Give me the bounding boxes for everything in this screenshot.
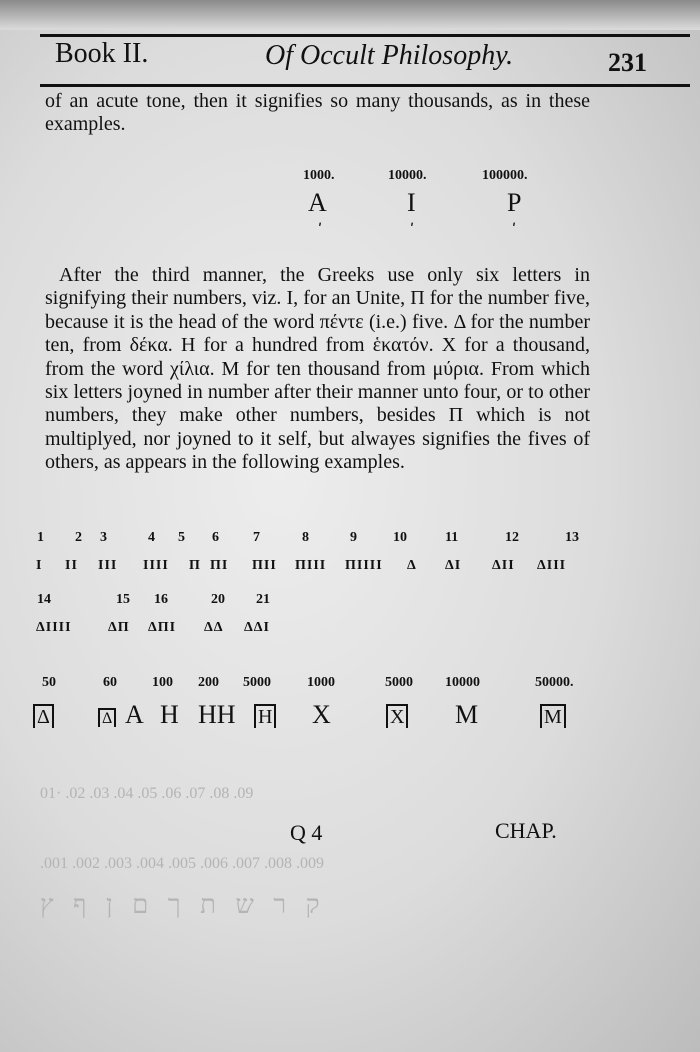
example3-letter: Δ [33, 700, 54, 730]
example2-number: 2 [75, 530, 82, 545]
acute-mark: ʹ [512, 222, 517, 238]
page-number: 231 [608, 48, 647, 77]
example2-number: 4 [148, 530, 155, 545]
example1-letter: I [407, 188, 416, 217]
example2-number: 15 [116, 592, 130, 607]
show-through-text: .001 .002 .003 .004 .005 .006 .007 .008 .009 [40, 855, 324, 872]
example2-number: 11 [445, 530, 459, 545]
example2-greek: ΔII [492, 558, 515, 573]
example2-greek: ΔΠI [148, 620, 177, 635]
example2-number: 21 [256, 592, 270, 607]
example1-number: 1000. [303, 168, 335, 183]
example3-letter: M [540, 700, 566, 730]
example2-greek: IIII [143, 558, 169, 573]
example2-number: 8 [302, 530, 309, 545]
page-top-shadow [0, 0, 700, 30]
example3-letter: H [254, 700, 276, 730]
example2-greek: ΔIIII [36, 620, 72, 635]
example3-letter: Δ [98, 700, 116, 730]
example2-greek: ΠIIII [345, 558, 383, 573]
example3-letter: X [312, 700, 331, 729]
example3-letter: M [455, 700, 479, 729]
example2-number: 1 [37, 530, 44, 545]
example2-greek: I [36, 558, 43, 573]
example3-number: 1000 [307, 675, 335, 690]
example2-greek: III [98, 558, 118, 573]
example2-number: 9 [350, 530, 357, 545]
running-head-book: Book II. [55, 38, 149, 69]
example2-number: 16 [154, 592, 168, 607]
example2-number: 12 [505, 530, 519, 545]
example1-letter: P [507, 188, 522, 217]
example3-number: 50000. [535, 675, 574, 690]
acute-mark: ʹ [410, 222, 415, 238]
acute-mark: ʹ [318, 222, 323, 238]
example1-number: 100000. [482, 168, 528, 183]
example2-greek: II [65, 558, 78, 573]
example2-greek: ΠII [252, 558, 277, 573]
running-head-title: Of Occult Philosophy. [265, 40, 514, 71]
example2-number: 14 [37, 592, 51, 607]
show-through-text: ק ר ש ת ך ם ן ף ץ [40, 890, 320, 919]
example2-number: 6 [212, 530, 219, 545]
example3-number: 5000 [243, 675, 271, 690]
example2-number: 10 [393, 530, 407, 545]
example2-greek: ΠI [210, 558, 229, 573]
example2-number: 13 [565, 530, 579, 545]
catchword: CHAP. [495, 818, 557, 843]
example2-greek: ΔΠ [108, 620, 130, 635]
signature-mark: Q 4 [290, 820, 323, 845]
example2-number: 20 [211, 592, 225, 607]
example2-greek: ΔΔ [204, 620, 224, 635]
example1-letter: A [308, 188, 327, 217]
top-rule [40, 34, 690, 37]
example2-greek: ΔΔI [244, 620, 271, 635]
example2-greek: Δ [407, 558, 417, 573]
example2-greek: ΠIII [295, 558, 327, 573]
example3-letter: X [386, 700, 408, 730]
example2-greek: Π [189, 558, 201, 573]
show-through-text: 01· .02 .03 .04 .05 .06 .07 .08 .09 [40, 785, 254, 802]
example2-greek: ΔI [445, 558, 462, 573]
example3-number: 50 [42, 675, 56, 690]
example2-number: 5 [178, 530, 185, 545]
example3-number: 200 [198, 675, 219, 690]
example2-number: 7 [253, 530, 260, 545]
paragraph-greek-numerals: After the third manner, the Greeks use only six letters in signifying their numbers, viz. I, for an Unite, Π for the number five, because it is the head of the word πέντε (i.e.) five. Δ for the number ten, from δέκα. H for a hundred from ἑκατόν. X for a thousand, from the word χίλια. M for ten thousand from μύρια. From which six letters joyned in number after their manner unto four, or to other numbers, they make other numbers, besides Π which is not multiplyed, nor joyned to it self, but alwayes signifies the fives of others, as appears in the following examples. [45, 264, 590, 474]
example2-number: 3 [100, 530, 107, 545]
paragraph-intro: of an acute tone, then it signifies so many thousands, as in these examples. [45, 90, 590, 136]
example2-greek: ΔIII [537, 558, 567, 573]
example1-number: 10000. [388, 168, 427, 183]
example3-letter: HH [198, 700, 236, 729]
header-rule [40, 84, 690, 87]
example3-number: 5000 [385, 675, 413, 690]
example3-letter: H [160, 700, 179, 729]
example3-letter: A [125, 700, 144, 729]
example3-number: 60 [103, 675, 117, 690]
example3-number: 10000 [445, 675, 480, 690]
example3-number: 100 [152, 675, 173, 690]
